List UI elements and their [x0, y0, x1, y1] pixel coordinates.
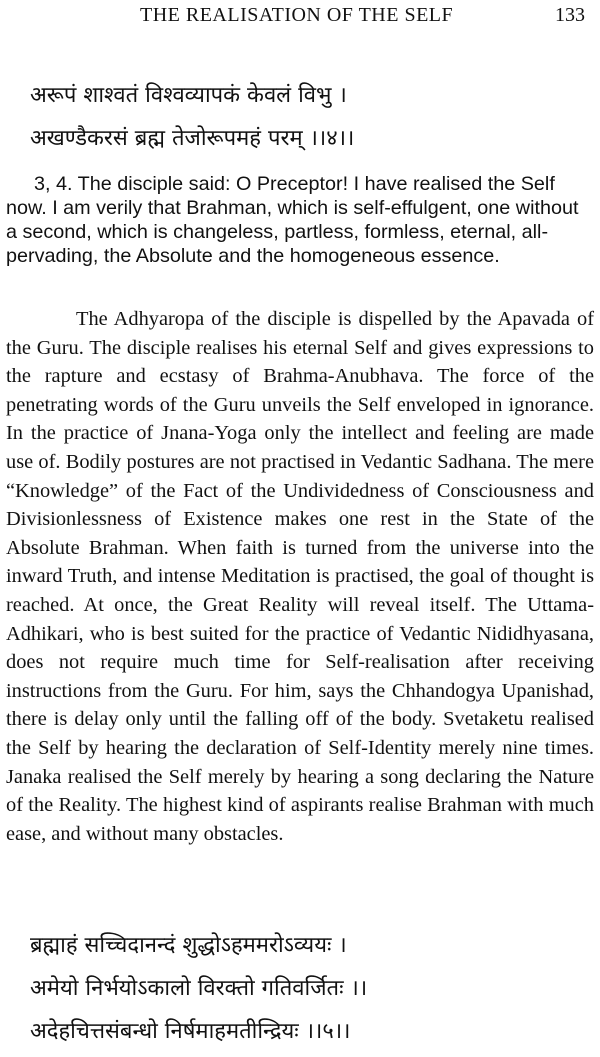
- page-number: 133: [555, 4, 585, 26]
- verse-line: अरूपं शाश्वतं विश्वव्यापकं केवलं विभु ।: [30, 83, 347, 108]
- running-head: [0, 4, 600, 32]
- verse-line: ब्रह्माहं सच्चिदानन्दं शुद्धोऽहममरोऽव्ययः ।: [30, 933, 347, 958]
- running-title: THE REALISATION OF THE SELF: [140, 4, 454, 26]
- sanskrit-verse-3-4: [30, 78, 590, 164]
- verse-line: अदेहचित्तसंबन्धो निर्षमाहमतीन्द्रियः ।।५।।: [30, 1019, 351, 1044]
- verse-line: अमेयो निर्भयोऽकालो विरक्तो गतिवर्जितः ।।: [30, 976, 368, 1001]
- verse-line: अखण्डैकरसं ब्रह्म तेजोरूपमहं परम् ।।४।।: [30, 126, 355, 151]
- commentary-paragraph: The Adhyaropa of the disciple is dispelled by the Apavada of the Guru. The disciple realises his eternal Self and gives expressions to the rapture and ecstasy of Brahma-Anubhava. The force of the penetrating words of the Guru unveils the Self enveloped in ignorance. In the practice of Jnana-Yoga only the intellect and feeling are made use of. Bodily postures are not practised in Vedantic Sadhana. The mere “Knowledge” of the Fact of the Undividedness of Consciousness and Divisionlessness of Existence makes one rest in the State of the Absolute Brahman. When faith is turned from the universe into the inward Truth, and intense Meditation is practised, the goal of thought is reached. At once, the Great Reality will reveal itself. The Uttama-Adhikari, who is best suited for the practice of Vedantic Nididhyasana, does not require much time for Self-realisation after receiving instructions from the Guru. For him, says the Chhandogya Upanishad, there is delay only until the falling off of the body. Svetaketu realised the Self by hearing the declaration of Self-Identity merely nine times. Janaka realised the Self merely by hearing a song declaring the Nature of the Reality. The highest kind of aspirants realise Brahman with much ease, and without many obstacles.: [6, 308, 594, 845]
- sanskrit-verse-5: [30, 928, 590, 1057]
- verse-translation: 3, 4. The disciple said: O Preceptor! I have realised the Self now. I am verily that Brahman, which is self-effulgent, one without a second, which is changeless, partless, formless, eternal, all-pervading, the Absolute and the homogeneous essence.: [6, 173, 579, 267]
